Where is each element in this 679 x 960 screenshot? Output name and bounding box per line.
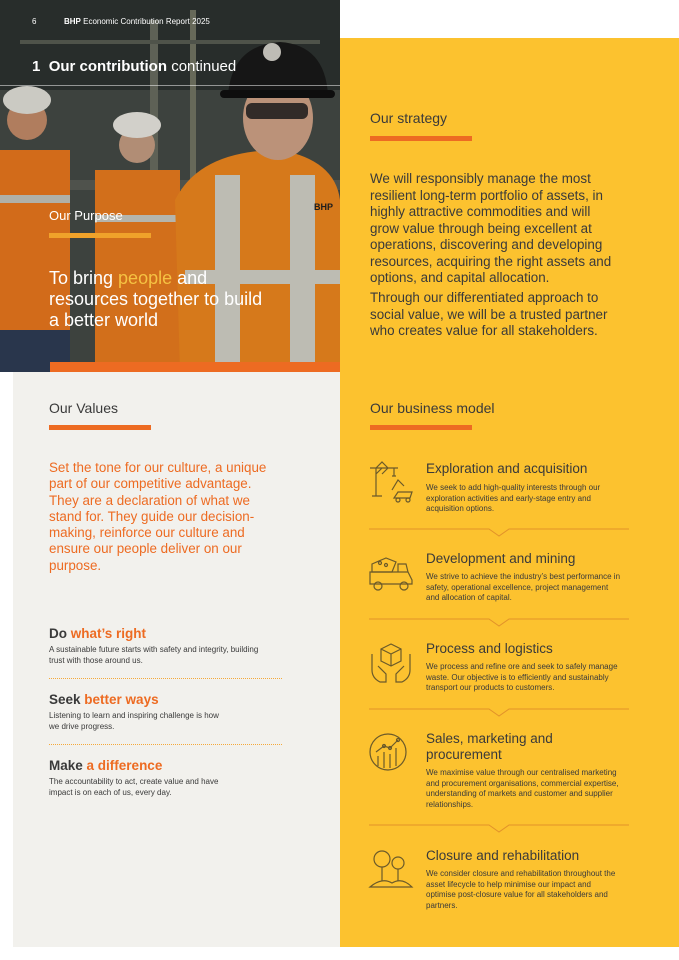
dotted-divider <box>49 744 282 745</box>
business-model-title: Closure and rehabilitation <box>426 848 580 863</box>
heading-rule <box>0 85 340 86</box>
chevron-divider <box>369 705 629 717</box>
strategy-paragraph: Through our differentiated approach to social value, we will be a trusted partner who creates value for all stakeholders. <box>370 290 608 338</box>
brand-name: BHP <box>64 17 81 26</box>
business-model-body: We strive to achieve the industry’s best performance in safety, operational excellence, project management and allocation of capital. <box>426 572 621 603</box>
chevron-divider <box>369 821 629 833</box>
section-number: 1 <box>32 58 41 75</box>
values-intro: Set the tone for our culture, a unique part of our competitive advantage. They are a declaration of what we stand for. They guide our decision-making, reinforce our culture and ensure our people deliver on our purpose. <box>49 460 267 573</box>
value-body: Listening to learn and inspiring challenge is how we drive progress. <box>49 711 219 731</box>
section-continued: continued <box>171 58 237 75</box>
helmet-brand-text: BHP <box>314 202 334 212</box>
value-highlight: a difference <box>86 758 163 773</box>
value-item <box>49 692 219 732</box>
purpose-text-end: and resources together to build a better world <box>49 268 263 330</box>
value-item <box>49 758 224 798</box>
value-verb: Make <box>49 758 83 773</box>
business-model-title: Sales, marketing and procurement <box>426 731 553 762</box>
purpose-statement <box>49 268 269 331</box>
business-model-title: Process and logistics <box>426 641 553 656</box>
value-verb: Do <box>49 626 67 641</box>
value-item <box>49 626 269 666</box>
strategy-accent-bar <box>370 136 472 141</box>
value-heading <box>49 626 269 641</box>
chevron-divider <box>369 615 629 627</box>
report-title <box>64 17 210 26</box>
purpose-label: Our Purpose <box>49 208 123 223</box>
value-verb: Seek <box>49 692 81 707</box>
business-model-body: We maximise value through our centralised marketing and procurement organisations, commercial expertise, understanding of markets and customer and supplier relationships. <box>426 768 619 809</box>
dotted-divider <box>49 678 282 679</box>
value-highlight: better ways <box>84 692 159 707</box>
value-heading <box>49 692 219 707</box>
business-model-title: Development and mining <box>426 551 576 566</box>
section-title: Our contribution <box>48 58 168 75</box>
business-model-label: Our business model <box>370 400 495 416</box>
purpose-accent-bar <box>49 233 151 238</box>
value-highlight: what’s right <box>70 626 147 641</box>
strategy-label: Our strategy <box>370 110 448 126</box>
tree-landscape-icon <box>368 847 414 893</box>
value-body: The accountability to act, create value and have impact is on each of us, every day. <box>49 777 219 797</box>
purpose-text-highlight: people <box>118 268 173 288</box>
page-number: 6 <box>32 17 37 26</box>
business-model-body: We process and refine ore and seek to safely manage waste. Our objective is to efficiently and sustainably transport our products to customers. <box>426 662 618 693</box>
values-accent-bar <box>49 425 151 430</box>
growth-chart-icon <box>368 730 414 776</box>
purpose-text-start: To bring <box>49 268 119 288</box>
hands-box-icon <box>368 640 414 686</box>
crane-excavator-icon <box>368 460 414 506</box>
business-model-title: Exploration and acquisition <box>426 461 588 476</box>
business-model-body: We consider closure and rehabilitation throughout the asset lifecycle to help minimise our impact and optimise post-closure value for all stakeholders and partners. <box>426 869 616 910</box>
photo-accent-strip <box>50 362 340 372</box>
strategy-paragraph: We will responsibly manage the most resilient long-term portfolio of assets, in highly attractive commodities and will grow value through being excellent at operations, discovering and developing resources, acquiring the right assets and options, and capital allocation. <box>370 171 612 285</box>
business-model-body: We seek to add high-quality interests through our exploration activities and early-stage entry and acquisition options. <box>426 483 601 514</box>
value-heading <box>49 758 224 773</box>
value-body: A sustainable future starts with safety and integrity, building trust with those around us. <box>49 645 259 665</box>
report-title-text: Economic Contribution Report 2025 <box>83 17 210 26</box>
chevron-divider <box>369 525 629 537</box>
haul-truck-icon <box>368 550 414 596</box>
section-heading <box>32 58 236 75</box>
values-label: Our Values <box>49 400 118 416</box>
business-model-accent-bar <box>370 425 472 430</box>
